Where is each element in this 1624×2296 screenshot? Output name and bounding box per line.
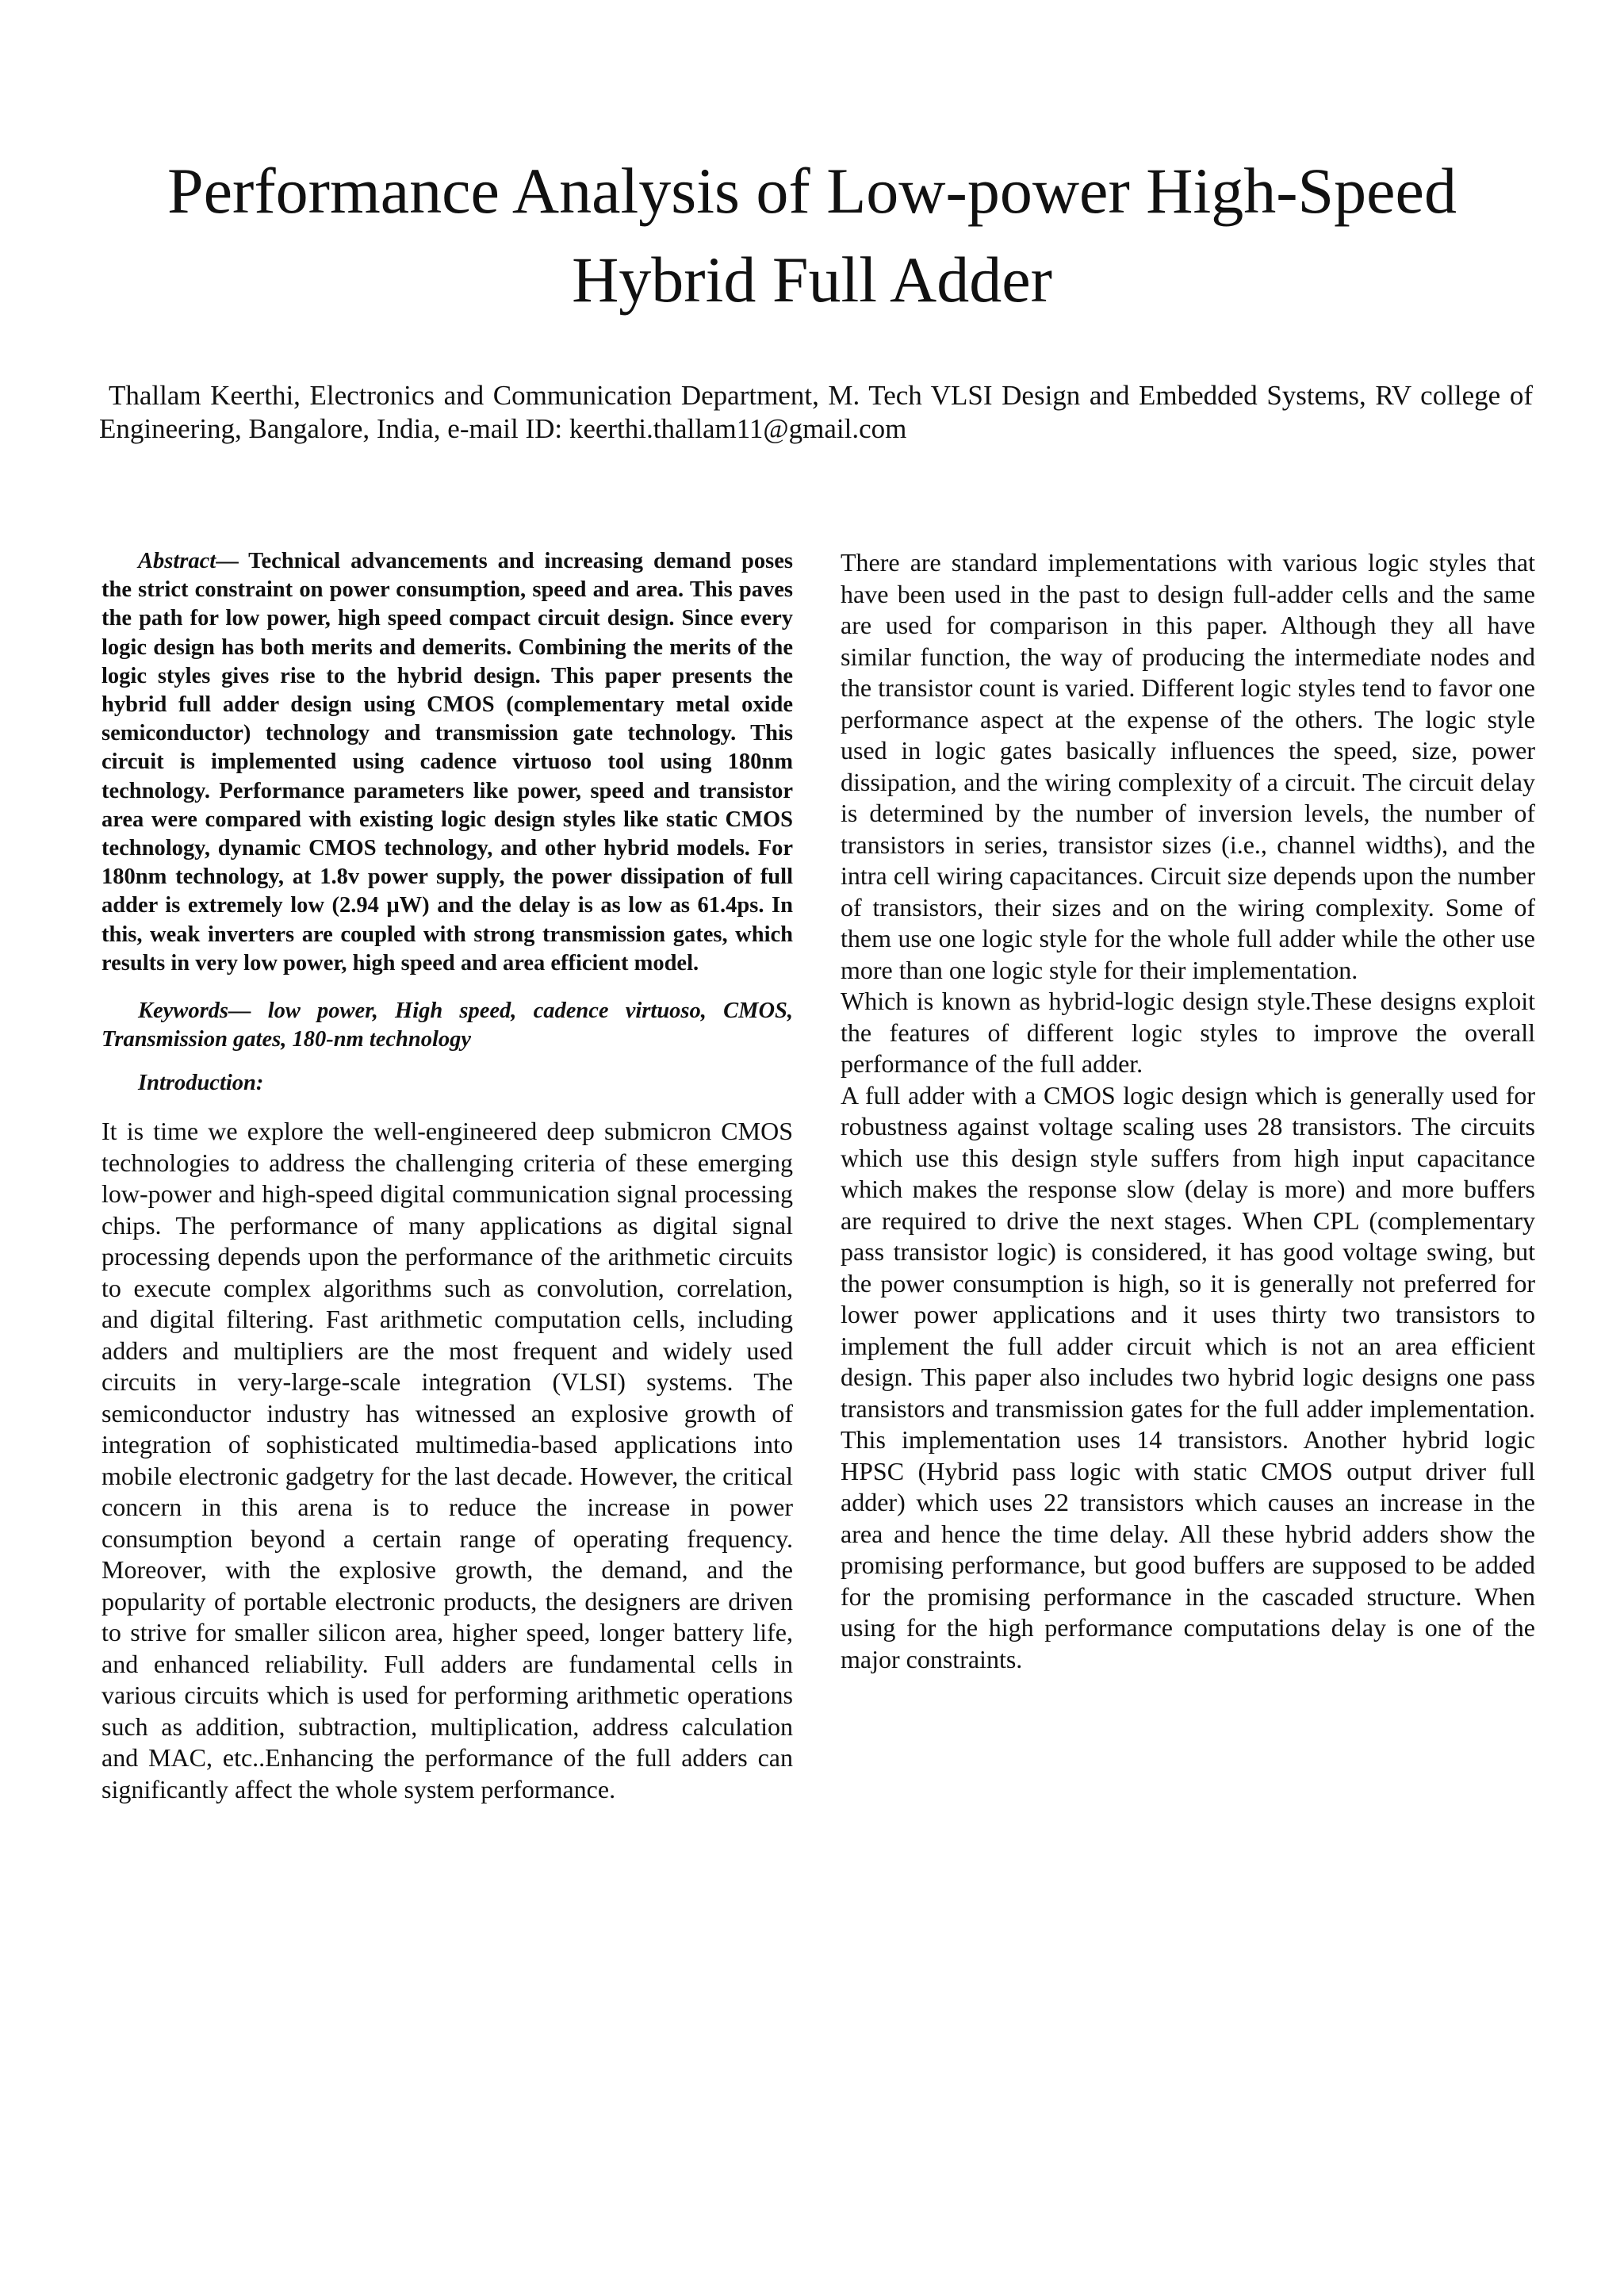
abstract-dash: — bbox=[216, 549, 249, 573]
title-line-2: Hybrid Full Adder bbox=[572, 243, 1052, 316]
title-line-1: Performance Analysis of Low-power High-Speed bbox=[167, 155, 1457, 227]
keywords: Keywords— low power, High speed, cadence virtuoso, CMOS, Transmission gates, 180-nm technology bbox=[102, 999, 793, 1052]
abstract-text: Technical advancements and increasing demand poses the strict constraint on power consumption, speed and area. This paves the path for low power, high speed compact circuit design. Since every logic design has both merits and demerits. Combining the merits of the logic styles gives rise to the hybrid design. This paper presents the hybrid full adder design using CMOS (complementary metal oxide semiconductor) technology and transmission gate technology. This circuit is implemented using cadence virtuoso tool using 180nm technology. Performance parameters like power, speed and transistor area were compared with existing logic design styles like static CMOS technology, dynamic CMOS technology, and other hybrid models. For 180nm technology, at 1.8v power supply, the power dissipation of full adder is extremely low (2.94 μW) and the delay is as low as 61.4ps. In this, weak inverters are coupled with strong transmission gates, which results in very low power, high speed and area efficient model. bbox=[102, 549, 793, 976]
abstract bbox=[102, 547, 793, 978]
right-paragraph-2: Which is known as hybrid-logic design style.These designs exploit the features of different logic styles to improve the overall performance of the full adder. bbox=[841, 987, 1535, 1078]
right-paragraph-3: A full adder with a CMOS logic design which is generally used for robustness against voltage scaling uses 28 transistors. The circuits which use this design style suffers from high input capacitance which makes the response slow (delay is more) and more buffers are required to drive the next stages. When CPL (complementary pass transistor logic) is considered, it has good voltage swing, but the power consumption is high, so it is generally not preferred for lower power applications and it uses thirty two transistors to implement the full adder circuit which is not an area efficient design. This paper also includes two hybrid logic designs one pass transistors and transmission gates for the full adder implementation. This implementation uses 14 transistors. Another hybrid logic HPSC (Hybrid pass logic with static CMOS output driver full adder) which uses 22 transistors which causes an increase in the area and hence the time delay. All these hybrid adders show the promising performance, but good buffers are supposed to be added for the promising performance in the cascaded structure. When using for the high performance computations delay is one of the major constraints. bbox=[841, 1080, 1535, 1673]
abstract-label: Abstract bbox=[138, 549, 216, 573]
paper-title bbox=[119, 147, 1505, 324]
introduction-paragraph: It is time we explore the well-engineered deep submicron CMOS technologies to address the challenging criteria of these emerging low-power and high-speed digital communication signal processing chips. The performance of many applications as digital signal processing depends upon the performance of the arithmetic circuits to execute complex algorithms such as convolution, correlation, and digital filtering. Fast arithmetic computation cells, including adders and multipliers are the most frequent and widely used circuits in very-large-scale integration (VLSI) systems. The semiconductor industry has witnessed an explosive growth of integration of sophisticated multimedia-based applications into mobile electronic gadgetry for the last decade. However, the critical concern in this arena is to reduce the increase in power consumption beyond a certain range of operating frequency. Moreover, with the explosive growth, the demand, and the popularity of portable electronic products, the designers are driven to strive for smaller silicon area, higher speed, longer battery life, and enhanced reliability. Full adders are fundamental cells in various circuits which is used for performing arithmetic operations such as addition, subtraction, multiplication, address calculation and MAC, etc..Enhancing the performance of the full adders can significantly affect the whole system performance. bbox=[102, 1117, 793, 1803]
author-affiliation: Thallam Keerthi, Electronics and Communication Department, M. Tech VLSI Design and Embedded Systems, RV college of Engineering, Bangalore, India, e-mail ID: keerthi.thallam11@gmail.com bbox=[99, 380, 1533, 444]
right-paragraph-1: There are standard implementations with various logic styles that have been used in the past to design full-adder cells and the same are used for comparison in this paper. Although they all have similar function, the way of producing the intermediate nodes and the transistor count is varied. Different logic styles tend to favor one performance aspect at the expense of the others. The logic style used in logic gates basically influences the speed, size, power dissipation, and the wiring complexity of a circuit. The circuit delay is determined by the number of inversion levels, the number of transistors in series, transistor sizes (i.e., channel widths), and the intra cell wiring capacitances. Circuit size depends upon the number of transistors, their sizes and on the wiring complexity. Some of them use one logic style for the whole full adder while the other use more than one logic style for their implementation. bbox=[841, 548, 1535, 984]
introduction-heading: Introduction: bbox=[138, 1071, 264, 1096]
right-column bbox=[841, 547, 1535, 1675]
left-column bbox=[102, 547, 793, 1805]
